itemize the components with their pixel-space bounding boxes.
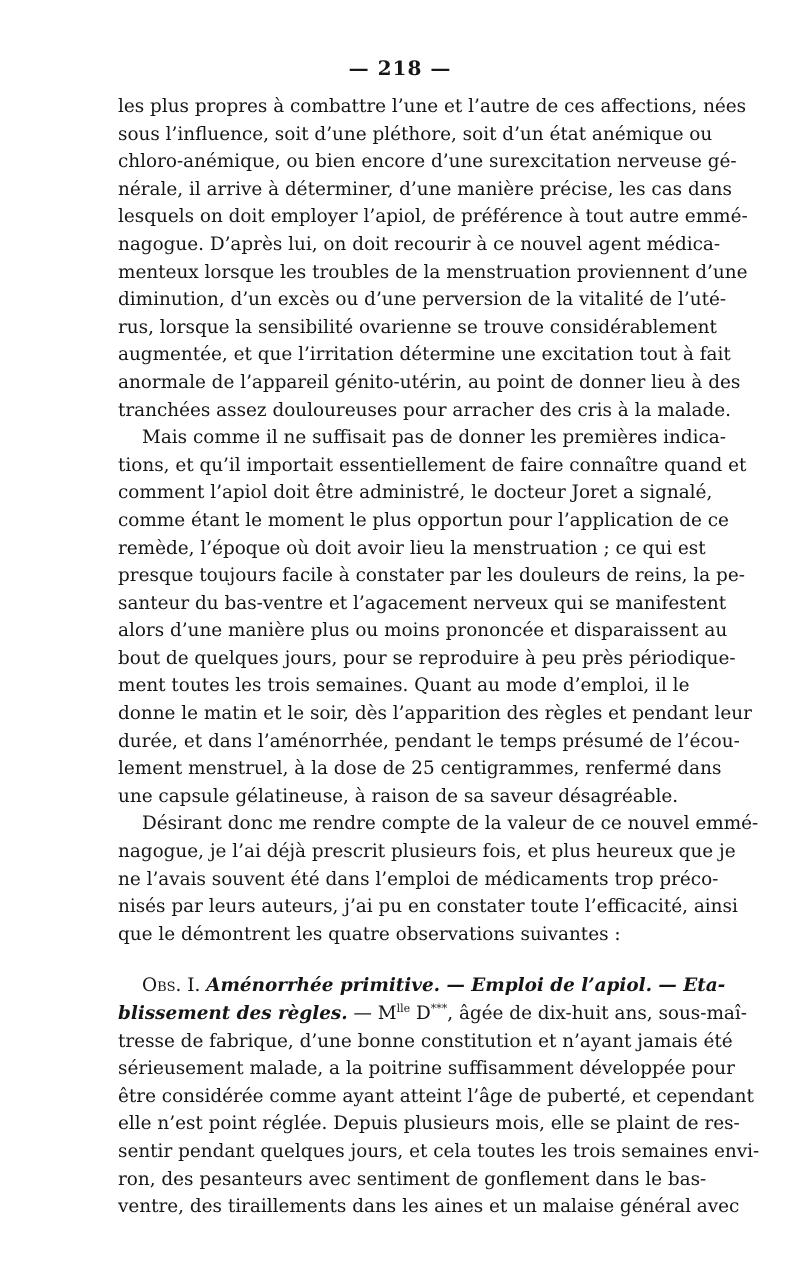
text-line: chloro-anémique, ou bien encore d’une surexcitation nerveuse gé- (118, 151, 737, 173)
observation-line (118, 1000, 747, 1028)
text-line: diminution, d’un excès ou d’une perversion de la vitalité de l’uté- (118, 289, 727, 311)
observation-sup-lle: lle (396, 1001, 411, 1015)
text-line: ventre, des tiraillements dans les aines et un malaise général avec (118, 1196, 740, 1218)
observation-line-tail: , âgée de dix-huit ans, sous-maî- (447, 1003, 747, 1024)
observation-title-part1: Aménorrhée primitive. — Emploi de l’apiol. — Eta- (206, 975, 726, 997)
text-line: durée, et dans l’aménorrhée, pendant le temps présumé de l’écou- (118, 730, 740, 752)
observation-label: Obs. I. (142, 975, 201, 997)
text-line: tions, et qu’il importait essentiellement de faire connaître quand et (118, 454, 747, 476)
text-line: comme étant le moment le plus opportun pour l’application de ce (118, 509, 729, 531)
observation-sup-stars: *** (430, 1001, 448, 1015)
text-line: nagogue, je l’ai déjà prescrit plusieurs fois, et plus heureux que je (118, 841, 736, 863)
text-line: donne le matin et le soir, dès l’apparition des règles et pendant leur (118, 703, 752, 725)
text-line: lement menstruel, à la dose de 25 centigrammes, renfermé dans (118, 758, 722, 780)
text-line: que le démontrent les quatre observations suivantes : (118, 923, 621, 945)
observation-dash: — M (347, 1003, 397, 1024)
text-line: nérale, il arrive à déterminer, d’une manière précise, les cas dans (118, 178, 732, 200)
text-line: tresse de fabrique, d’une bonne constitution et n’ayant jamais été (118, 1030, 733, 1052)
text-line: ron, des pesanteurs avec sentiment de gonflement dans le bas- (118, 1168, 707, 1190)
observation-name: D (410, 1003, 431, 1024)
paragraph-2 (118, 424, 752, 810)
text-line: une capsule gélatineuse, à raison de sa saveur désagréable. (118, 785, 679, 807)
text-line: remède, l’époque où doit avoir lieu la menstruation ; ce qui est (118, 537, 706, 559)
text-line: rus, lorsque la sensibilité ovarienne se trouve considérablement (118, 316, 717, 338)
text-line: anormale de l’appareil génito-utérin, au point de donner lieu à des (118, 371, 741, 393)
text-line: sentir pendant quelques jours, et cela toutes les trois semaines envi- (118, 1140, 760, 1162)
page-number: — 218 — (348, 56, 452, 80)
text-line: nisés par leurs auteurs, j’ai pu en constater toute l’efficacité, ainsi (118, 896, 738, 918)
text-line: tranchées assez douloureuses pour arracher des cris à la malade. (118, 399, 732, 421)
text-line: ment toutes les trois semaines. Quant au mode d’emploi, il le (118, 675, 690, 697)
body-text (118, 93, 760, 1221)
observation-heading-line (118, 972, 726, 1000)
text-line: sérieusement malade, a la poitrine suffisamment développée pour (118, 1058, 735, 1080)
section-spacer (118, 948, 682, 972)
observation-title-part2: blissement des règles. (118, 1003, 348, 1024)
text-line: alors d’une manière plus ou moins prononcée et disparaissent au (118, 620, 728, 642)
text-line: augmentée, et que l’irritation détermine une excitation tout à fait (118, 344, 731, 366)
text-line: elle n’est point réglée. Depuis plusieurs mois, elle se plaint de res- (118, 1113, 740, 1135)
text-line: lesquels on doit employer l’apiol, de préférence à tout autre emmé- (118, 206, 748, 228)
text-line: santeur du bas-ventre et l’agacement nerveux qui se manifestent (118, 592, 727, 614)
text-line: nagogue. D’après lui, on doit recourir à ce nouvel agent médica- (118, 233, 721, 255)
text-line: les plus propres à combattre l’une et l’autre de ces affections, nées (118, 96, 747, 117)
text-line: menteux lorsque les troubles de la menstruation proviennent d’une (118, 261, 748, 283)
observation-1 (118, 972, 760, 1220)
text-line: bout de quelques jours, pour se reproduire à peu près périodique- (118, 647, 736, 669)
text-line: Mais comme il ne suffisait pas de donner les premières indica- (142, 427, 726, 449)
text-line: presque toujours facile à constater par les douleurs de reins, la pe- (118, 565, 745, 587)
text-line: comment l’apiol doit être administré, le docteur Joret a signalé, (118, 482, 713, 504)
paragraph-3 (118, 810, 759, 948)
text-line: sous l’influence, soit d’une pléthore, soit d’un état anémique ou (118, 123, 713, 145)
text-line: être considérée comme ayant atteint l’âge de puberté, et cependant (118, 1085, 754, 1107)
paragraph-1 (118, 93, 748, 424)
text-line: Désirant donc me rendre compte de la valeur de ce nouvel emmé- (142, 813, 759, 835)
text-line: ne l’avais souvent été dans l’emploi de médicaments trop préco- (118, 868, 719, 890)
